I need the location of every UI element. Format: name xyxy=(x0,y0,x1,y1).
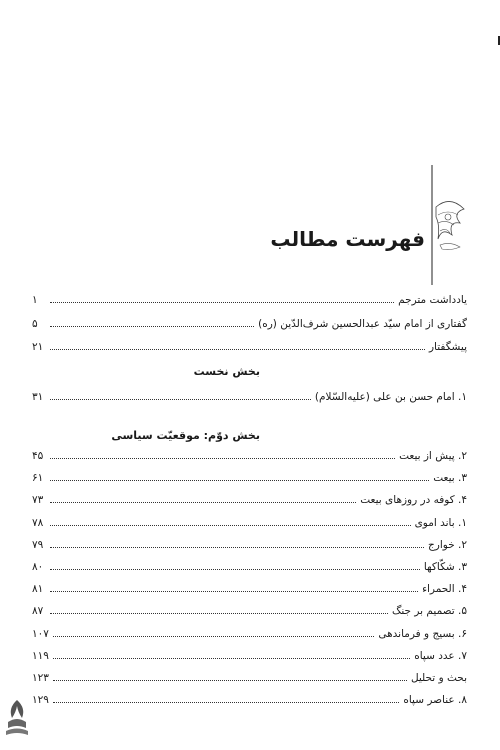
toc-entry xyxy=(32,602,467,618)
dot-leader xyxy=(53,658,410,659)
dot-leader xyxy=(50,502,356,503)
toc-entry-page-number: ۶۱ xyxy=(32,472,44,485)
dot-leader xyxy=(50,591,418,592)
toc-entry-label: ۶. بسیج و فرماندهی xyxy=(378,627,467,640)
toc-entry xyxy=(32,388,467,404)
toc-entry-page-number: ۱۲۳ xyxy=(32,672,49,684)
toc-entry xyxy=(32,691,467,707)
dot-leader xyxy=(50,480,429,481)
toc-entry-page-number: ۸۱ xyxy=(32,583,44,596)
toc-entry-label: بحث و تحلیل xyxy=(410,672,467,684)
toc-entry-page-number: ۷۳ xyxy=(32,494,44,507)
toc-entry-label: ۵. تصمیم بر جنگ xyxy=(391,605,467,618)
toc-entry-label: ۴. کوفه در روزهای بیعت xyxy=(360,494,467,507)
dot-leader xyxy=(50,349,425,350)
publisher-logo-icon xyxy=(2,698,32,740)
toc-entry-label: ۲. پیش از بیعت xyxy=(399,450,467,462)
dot-leader xyxy=(53,702,399,703)
toc-entry-page-number: ۸۰ xyxy=(32,561,44,573)
dot-leader xyxy=(50,399,311,400)
dot-leader xyxy=(53,636,374,637)
toc-entry xyxy=(32,536,467,552)
toc-entry-label: ۱. باند اموی xyxy=(414,516,467,529)
toc-entry-label: ۱. امام حسن بن علی (علیه‌السّلام) xyxy=(314,391,467,403)
toc-entry xyxy=(32,647,467,663)
toc-entry xyxy=(32,625,467,641)
dot-leader xyxy=(50,613,388,614)
toc-entry xyxy=(32,469,467,485)
toc-entry-page-number: ۷۹ xyxy=(32,538,44,551)
toc-entry-page-number: ۱۲۹ xyxy=(32,694,49,707)
toc-entry xyxy=(32,315,467,331)
toc-entry-page-number: ۱۰۷ xyxy=(32,627,49,640)
toc-entry-page-number: ۱۱۹ xyxy=(32,649,49,662)
toc-entry-label: ۲. خوارج xyxy=(428,538,467,551)
dot-leader xyxy=(50,302,394,303)
ornament-icon xyxy=(430,165,466,285)
toc-entry-page-number: ۳۱ xyxy=(32,391,44,403)
toc-entry-label: ۷. عدد سپاه xyxy=(414,649,467,662)
toc-entry-page-number: ۲۱ xyxy=(32,341,44,353)
toc-entry-page-number: ۷۸ xyxy=(32,516,44,529)
dot-leader xyxy=(53,680,407,681)
toc-entry-label: ۸. عناصر سپاه xyxy=(403,694,467,707)
toc-entry-label: ۳. شکّاکها xyxy=(423,561,467,573)
toc-entry-page-number: ۴۵ xyxy=(32,450,44,462)
toc-entry-page-number: ۵ xyxy=(32,317,38,330)
toc-entry-label: گفتاری از امام سیّد عبدالحسین شرف‌الدّین (ره) xyxy=(258,317,467,330)
toc-entry xyxy=(32,558,467,574)
toc-entry xyxy=(32,580,467,596)
dot-leader xyxy=(50,569,420,570)
dot-leader xyxy=(50,547,424,548)
toc-entry xyxy=(32,669,467,685)
toc-entry xyxy=(32,514,467,530)
dot-leader xyxy=(50,525,411,526)
toc-entry-label: ۳. بیعت xyxy=(433,472,467,485)
toc-entry xyxy=(32,447,467,463)
toc-entry-label: یادداشت مترجم xyxy=(398,294,467,306)
toc-entry xyxy=(32,491,467,507)
toc-entry-page-number: ۸۷ xyxy=(32,605,44,618)
part2-heading: بخش دوّم: موقعیّت سیاسی xyxy=(111,429,260,442)
toc-entry-page-number: ۱ xyxy=(32,294,38,306)
toc-entry xyxy=(32,291,467,307)
part1-heading: بخش نخست xyxy=(193,365,260,378)
toc-entry-label: ۴. الحمراء xyxy=(422,583,467,596)
dot-leader xyxy=(50,458,395,459)
dot-leader xyxy=(50,326,254,327)
toc-title: فهرست مطالب xyxy=(270,227,425,251)
toc-entry xyxy=(32,338,467,354)
toc-entry-label: پیشگفتار xyxy=(428,341,467,353)
